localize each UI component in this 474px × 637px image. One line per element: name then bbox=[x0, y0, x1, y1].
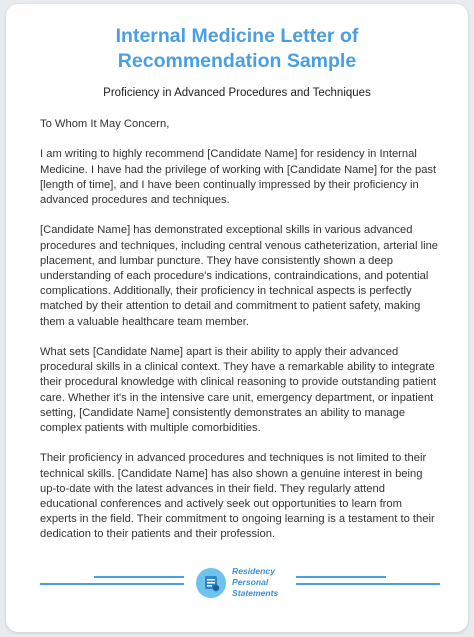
paragraph-4: Their proficiency in advanced procedures and techniques is not limited to their technical skills. [Candidate Name] has also shown a genuine interest in being up-to-date with the latest advances in their field. They regularly attend educational conferences and actively seek out opportunities to learn from experts in the field. Their commitment to ongoing learning is a testament to their dedication to their patients and their profession. bbox=[40, 452, 435, 541]
title-line-1: Internal Medicine Letter of bbox=[115, 25, 359, 47]
letter-body bbox=[40, 117, 440, 558]
subtitle: Proficiency in Advanced Procedures and Techniques bbox=[103, 87, 371, 99]
footer-line-right-top bbox=[296, 576, 386, 578]
footer-line-left-bottom bbox=[40, 583, 184, 585]
paragraph-2: [Candidate Name] has demonstrated exceptional skills in various advanced procedures and techniques, including central venous catheterization, arterial line placement, and lumbar puncture. They have consistently shown a deep understanding of each procedure's indications, contraindications, and potential complications. Additionally, their proficiency in technical aspects is perfectly matched by their attention to detail and commitment to patient safety, making them a valuable healthcare team member. bbox=[40, 224, 439, 328]
paragraph-3: What sets [Candidate Name] apart is their ability to apply their advanced procedural skills in a clinical context. They have a remarkable ability to integrate their procedural knowledge with clinical reasoning to provide outstanding patient care. Whether it's in the intensive care unit, emergency department, or inpatient setting, [Candidate Name] consistently demonstrates an ability to manage complex patients with multiple comorbidities. bbox=[40, 346, 437, 435]
footer bbox=[6, 564, 468, 604]
brand-line-3: Statements bbox=[232, 588, 279, 598]
brand-name bbox=[232, 566, 302, 599]
paragraph-1: I am writing to highly recommend [Candidate Name] for residency in Internal Medicine. I have had the privilege of working with [Candidate Name] for the past [length of time], and I have been continually impressed by their proficiency in advanced procedures and techniques. bbox=[40, 148, 437, 206]
page-title bbox=[6, 24, 468, 74]
footer-line-right-bottom bbox=[296, 583, 440, 585]
brand-line-2: Personal bbox=[232, 577, 269, 587]
salutation: To Whom It May Concern, bbox=[40, 118, 170, 130]
footer-line-left-top bbox=[94, 576, 184, 578]
document-icon bbox=[196, 568, 226, 598]
letter-page bbox=[6, 4, 468, 632]
logo bbox=[196, 568, 226, 598]
title-line-2: Recommendation Sample bbox=[117, 50, 357, 72]
brand-line-1: Residency bbox=[232, 566, 275, 576]
